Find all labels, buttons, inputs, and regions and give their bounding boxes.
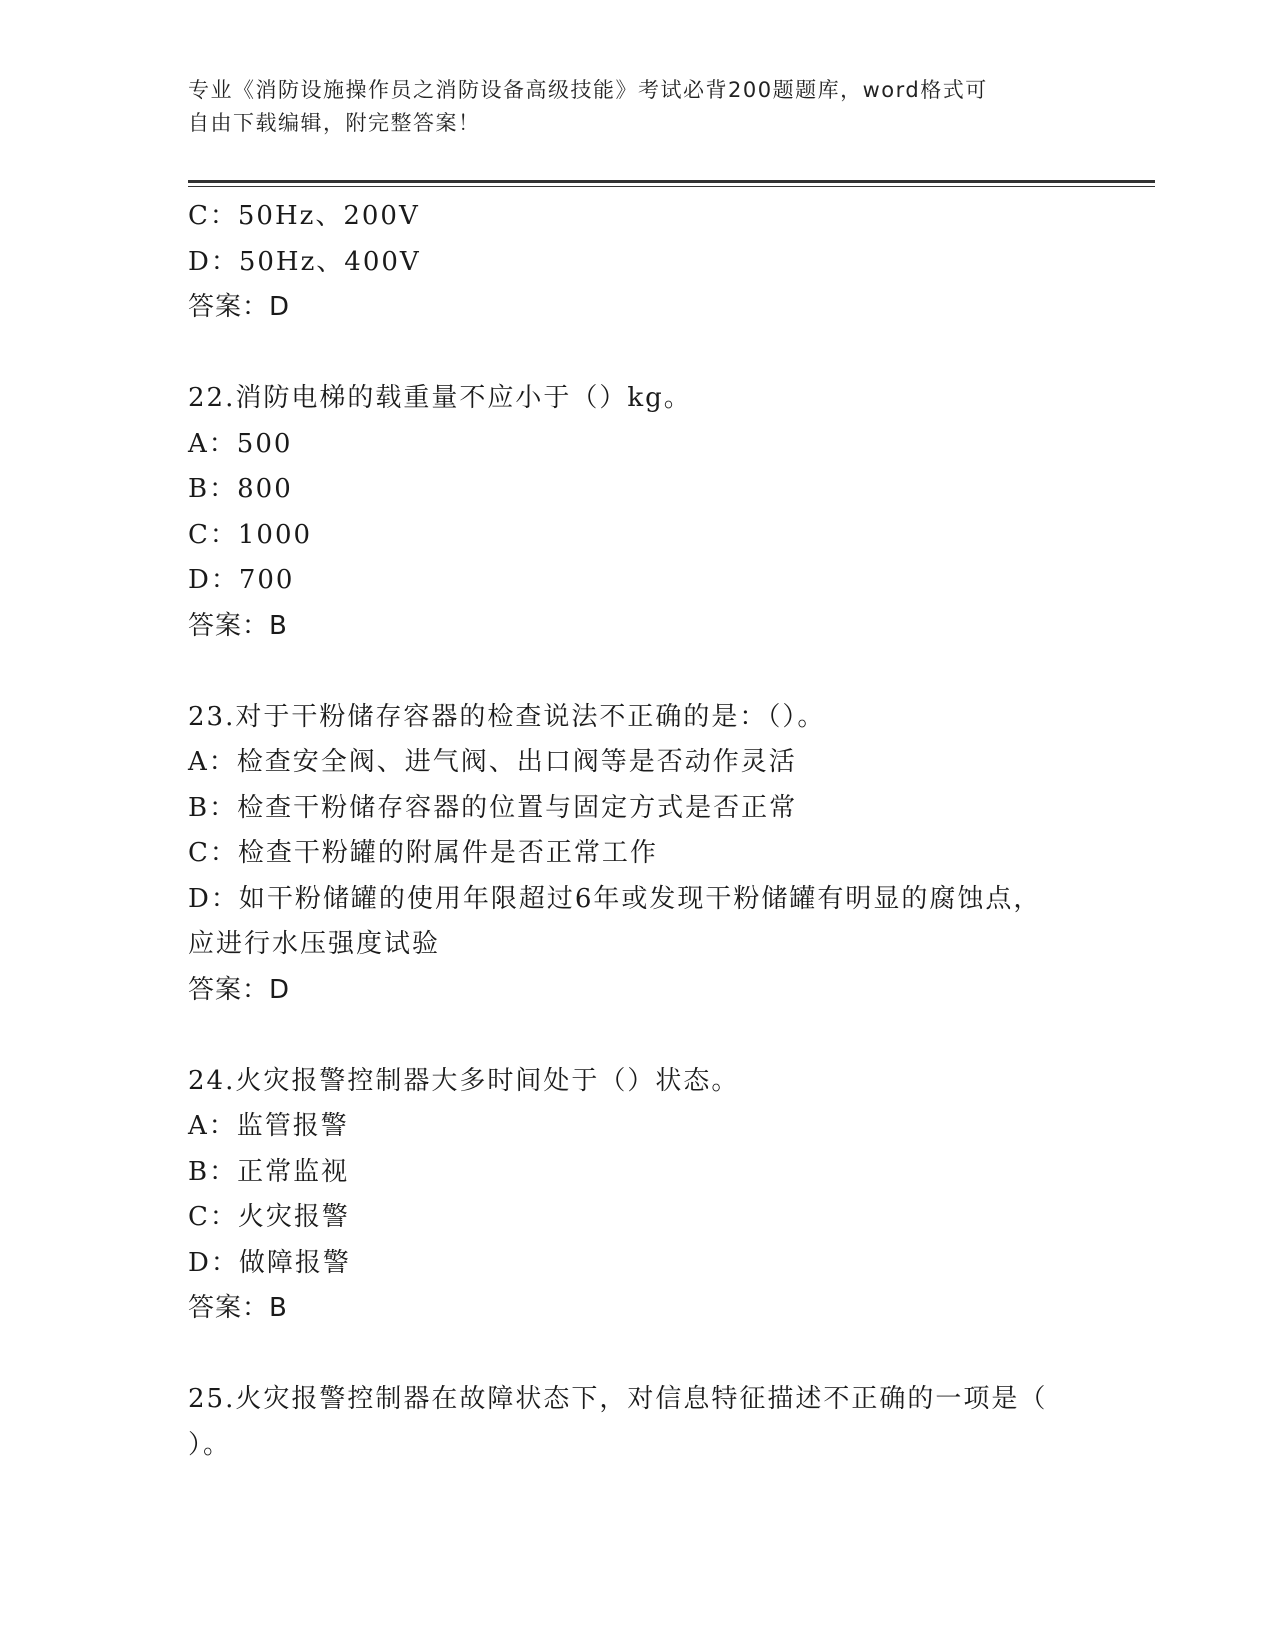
option-d: D：700 (188, 565, 295, 595)
option-d: D：做障报警 (188, 1247, 351, 1278)
header-line-1: 专业《消防设施操作员之消防设备高级技能》考试必背200题题库，word格式可 (188, 78, 988, 102)
option-d: D：50Hz、400V (188, 246, 421, 277)
question-stem: 23.对于干粉储存容器的检查说法不正确的是：（）。 (188, 701, 826, 732)
header-divider-thick (188, 180, 1155, 183)
option-a: A：检查安全阀、进气阀、出口阀等是否动作灵活 (188, 747, 797, 777)
option-c: C：1000 (188, 519, 313, 550)
option-a: A：500 (188, 428, 293, 459)
answer: 答案：D (188, 974, 291, 1005)
question-25 (188, 1377, 1088, 1468)
option-c: C：检查干粉罐的附属件是否正常工作 (188, 838, 658, 868)
question-stem: 25.火灾报警控制器在故障状态下，对信息特征描述不正确的一项是（ (188, 1384, 1048, 1414)
option-b: B：检查干粉储存容器的位置与固定方式是否正常 (188, 792, 798, 823)
option-c: C：火灾报警 (188, 1202, 350, 1232)
question-stem: 22.消防电梯的载重量不应小于（）kg。 (188, 383, 692, 413)
spacer (188, 331, 1088, 377)
spacer (188, 1013, 1088, 1059)
option-a: A：监管报警 (188, 1111, 349, 1141)
answer: 答案：B (188, 1293, 288, 1323)
header-divider-thin (188, 186, 1155, 187)
option-b: B：800 (188, 474, 293, 504)
answer: 答案：B (188, 610, 288, 641)
header-line-2: 自由下载编辑，附完整答案！ (188, 111, 481, 135)
document-header (188, 74, 1068, 140)
option-c: C：50Hz、200V (188, 201, 420, 231)
question-stem-continuation: ）。 (188, 1429, 232, 1460)
spacer (188, 649, 1088, 695)
option-d-continuation: 应进行水压强度试验 (188, 929, 441, 959)
question-23 (188, 695, 1088, 1014)
spacer (188, 1332, 1088, 1378)
question-stem: 24.火灾报警控制器大多时间处于（）状态。 (188, 1065, 740, 1096)
option-b: B：正常监视 (188, 1156, 350, 1187)
answer: 答案：D (188, 292, 291, 322)
question-24 (188, 1059, 1088, 1332)
option-d: D：如干粉储罐的使用年限超过6年或发现干粉储罐有明显的腐蚀点， (188, 883, 1042, 914)
question-list (188, 194, 1088, 1468)
question-22 (188, 376, 1088, 649)
question-21-tail (188, 194, 1088, 331)
